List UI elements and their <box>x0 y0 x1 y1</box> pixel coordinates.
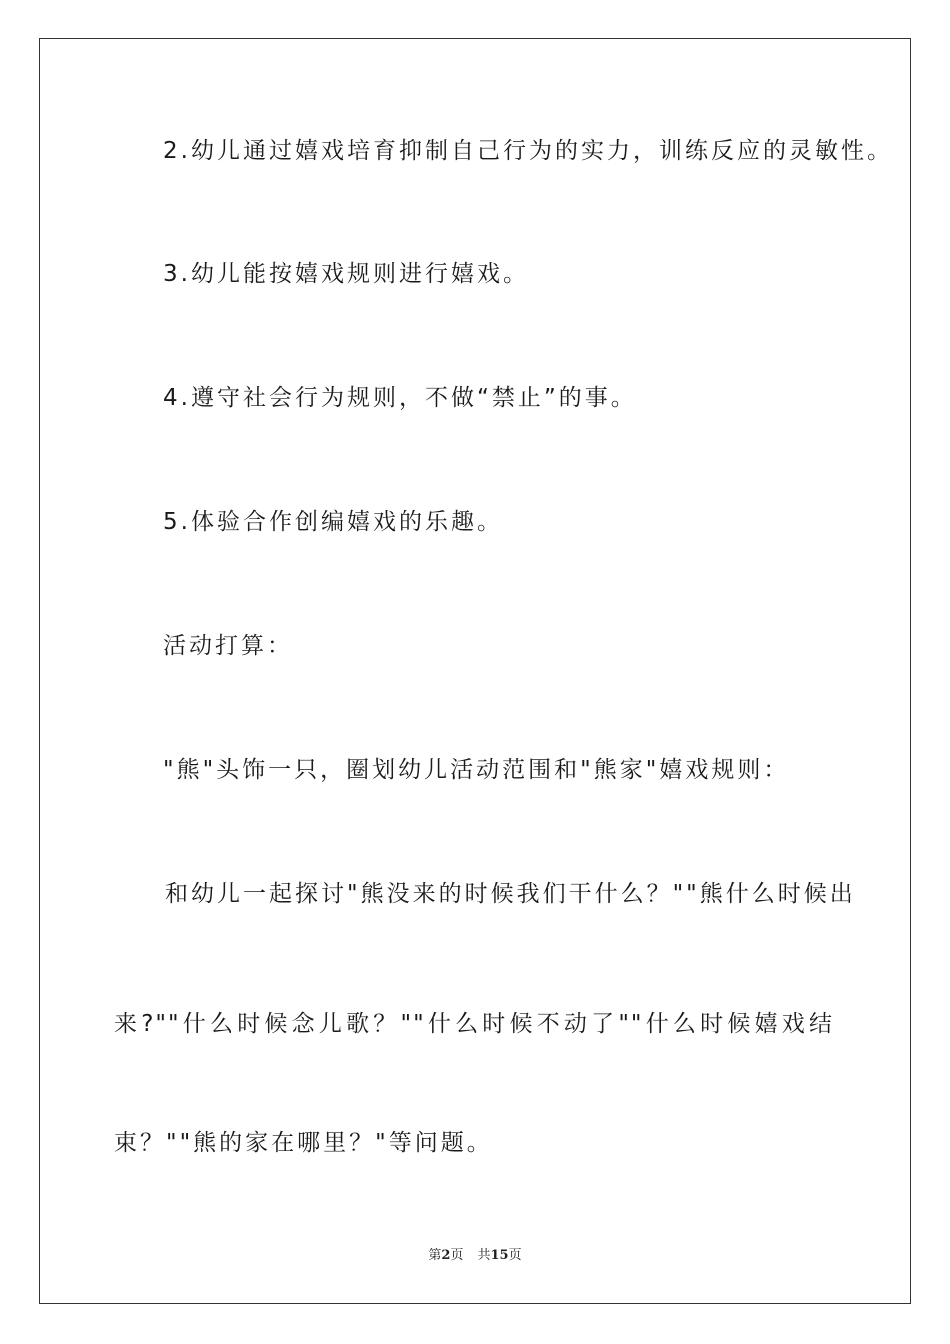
total-suffix: 页 <box>508 1248 522 1263</box>
page-prefix: 第 <box>428 1248 442 1263</box>
page-number: 2 <box>441 1248 451 1263</box>
objective-3: 3.幼儿能按嬉戏规则进行嬉戏。 <box>163 261 529 287</box>
page-footer <box>0 1247 950 1265</box>
activity-prep-heading: 活动打算： <box>163 633 293 659</box>
discussion-line-1: 和幼儿一起探讨"熊没来的时候我们干什么？""熊什么时候出 <box>165 881 856 907</box>
page-border <box>39 38 911 1304</box>
discussion-line-3: 束？""熊的家在哪里？"等问题。 <box>114 1130 493 1156</box>
activity-prep-text: "熊"头饰一只，圈划幼儿活动范围和"熊家"嬉戏规则： <box>163 757 790 783</box>
objective-2: 2.幼儿通过嬉戏培育抑制自己行为的实力，训练反应的灵敏性。 <box>163 138 893 164</box>
objective-4: 4.遵守社会行为规则，不做“禁止”的事。 <box>163 385 637 411</box>
total-prefix: 共 <box>477 1248 491 1263</box>
objective-5: 5.体验合作创编嬉戏的乐趣。 <box>163 509 503 535</box>
discussion-line-2: 来?""什么时候念儿歌？""什么时候不动了""什么时候嬉戏结 <box>114 1011 834 1037</box>
page-suffix: 页 <box>450 1248 464 1263</box>
total-pages: 15 <box>490 1248 509 1263</box>
